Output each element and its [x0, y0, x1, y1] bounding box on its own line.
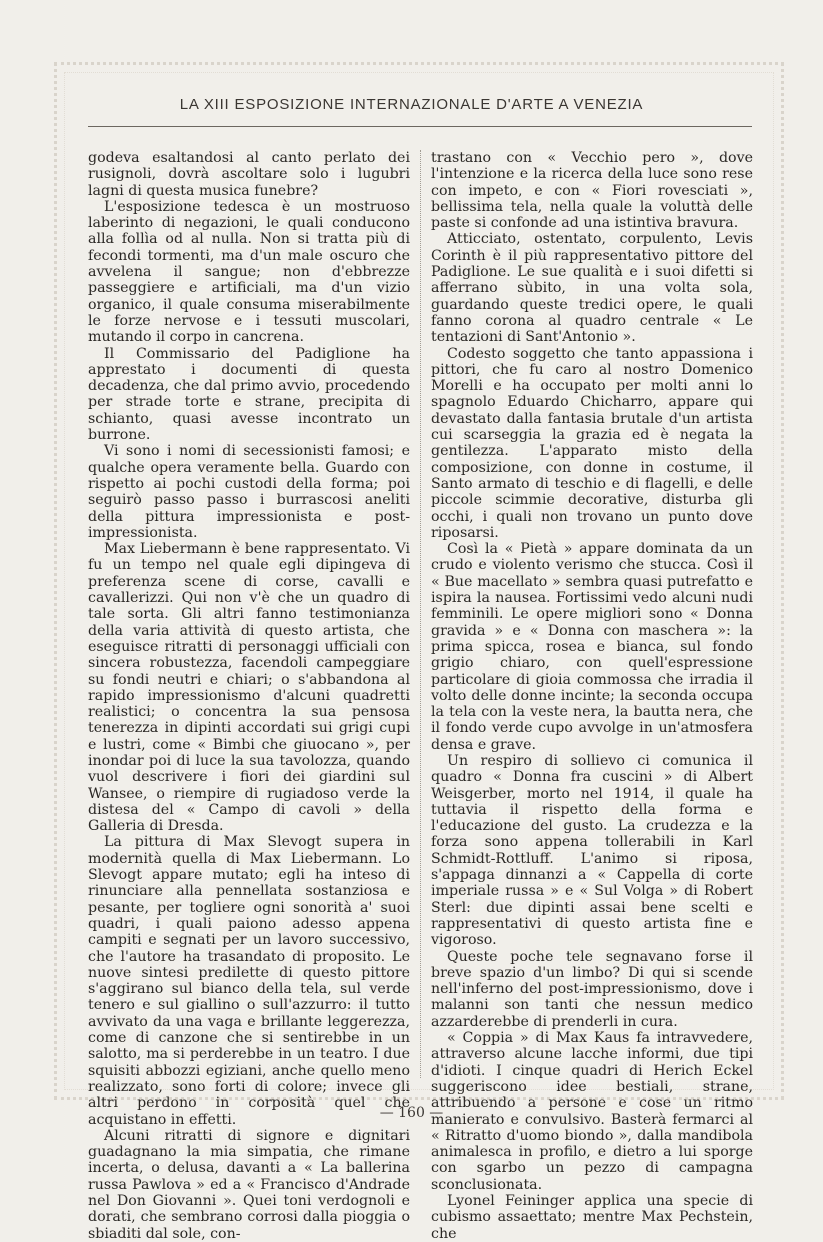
paragraph: La pittura di Max Slevogt supera in modernità quella di Max Liebermann. Lo Slevogt appare mutato; egli ha inteso di rinunciare alla pennellata sostanziosa e pesante, per togliere ogni sonorità a' suoi quadri, i quali paiono adesso appena campiti e segnati per un lavoro successivo, che l'autore ha trasandato di proposito. Le nuove sintesi predilette di questo pittore s'aggirano sul bianco della tela, sul verde tenero e sul giallino o sull'azzurro: il tutto avvivato da una vaga e brillante leggerezza, come di canzone che si sentirebbe in un salotto, ma si perderebbe in un teatro. I due squisiti abbozzi egiziani, anche quello meno realizzato, sono forti di colore; invece gli altri perdono in corposità quel che acquistano in effetti. [88, 834, 410, 1128]
left-column [88, 150, 410, 1242]
paragraph: trastano con « Vecchio pero », dove l'intenzione e la ricerca della luce sono rese con impeto, e con « Fiori rovesciati », bellissima tela, nella quale la voluttà delle paste si confonde ad una istintiva bravura. [431, 150, 753, 232]
paragraph: Atticciato, ostentato, corpulento, Levis Corinth è il più rappresentativo pittore del Padiglione. Le sue qualità e i suoi difetti si afferrano sùbito, in una volta sola, guardando queste tredici opere, le quali fanno corona al quadro centrale « Le tentazioni di Sant'Antonio ». [431, 231, 753, 346]
paragraph: godeva esaltandosi al canto perlato dei rusignoli, dovrà ascoltare solo i lugubri lagni di questa musica funebre? [88, 150, 410, 199]
paragraph: Alcuni ritratti di signore e dignitari guadagnano la mia simpatia, che rimane incerta, o delusa, davanti a « La ballerina russa Pawlova » ed a « Francisco d'Andrade nel Don Giovanni ». Quei toni verdognoli e dorati, che sembrano corrosi dalla pioggia o sbiaditi dal sole, con- [88, 1127, 410, 1242]
title-rule [88, 126, 752, 127]
paragraph: L'esposizione tedesca è un mostruoso laberinto di negazioni, le quali conducono alla follìa od al nulla. Non si tratta più di fecondi tormenti, ma d'un male oscuro che avvelena il sangue; non d'ebbrezze passeggiere e artificiali, ma d'un vizio organico, il quale consuma miserabilmente le forze nervose e i tessuti muscolari, mutando il corpo in cancrena. [88, 198, 410, 346]
paragraph: Queste poche tele segnavano forse il breve spazio d'un limbo? Di qui si scende nell'inferno del post-impressionismo, dove i malanni son tanti che nessun medico azzarderebbe di prenderli in cura. [431, 948, 753, 1030]
paragraph: Il Commissario del Padiglione ha apprestato i documenti di questa decadenza, che dal primo avvio, procedendo per strade torte e strane, precipita di schianto, quasi avesse incontrato un burrone. [88, 345, 410, 444]
paragraph: Lyonel Feininger applica una specie di cubismo assaettato; mentre Max Pechstein, che [431, 1193, 753, 1242]
page-number: — 160 — [379, 1105, 444, 1121]
paragraph: Vi sono i nomi di secessionisti famosi; e qualche opera veramente bella. Guardo con rispetto ai pochi custodi della forma; poi seguirò passo passo i burrascosi aneliti della pittura impressionista e post-impressionista. [88, 443, 410, 541]
paragraph: Così la « Pietà » appare dominata da un crudo e violento verismo che stucca. Così il « Bue macellato » sembra quasi putrefatto e ispira la nausea. Fortissimi vedo alcuni nudi femminili. Le opere migliori sono « Donna gravida » e « Donna con maschera »: la prima spicca, rosea e bianca, sul fondo grigio chiaro, con quell'espressione particolare di gioia commossa che irradia il volto delle donne incinte; la seconda occupa la tela con la veste nera, la bautta nera, che il fondo verde cupo avvolge in un'atmosfera densa e grave. [431, 541, 753, 753]
paragraph: Codesto soggetto che tanto appassiona i pittori, che fu caro al nostro Domenico Morelli e ha occupato per molti anni lo spagnolo Eduardo Chicharro, appare qui devastato dalla fantasia brutale d'un artista cui scarseggia la grazia ed è negata la gentilezza. L'apparato misto della composizione, con donne in costume, il Santo armato di teschio e di flagelli, e delle piccole scimmie decorative, disturba gli occhi, i quali non trovano un punto dove riposarsi. [431, 345, 753, 541]
paragraph: « Coppia » di Max Kaus fa intravvedere, attraverso alcune lacche informi, due tipi d'idioti. I cinque quadri di Herich Eckel suggeriscono idee bestiali, strane, attribuendo a persone e cose un ritmo manierato e convulsivo. Basterà fermarci al « Ritratto d'uomo biondo », dalla mandibola animalesca in profilo, e dietro a lui sporge con sgarbo un pezzo di campagna sconclusionata. [431, 1030, 753, 1193]
paragraph: Un respiro di sollievo ci comunica il quadro « Donna fra cuscini » di Albert Weisgerber, morto nel 1914, il quale ha tuttavia il rispetto della forma e l'educazione del gusto. La crudezza e la forza sono appena tollerabili in Karl Schmidt-Rottluff. L'animo si riposa, s'appaga dinnanzi a « Cappella di corte imperiale russa » e « Sul Volga » di Robert Sterl: due dipinti assai bene scelti e rappresentativi di questo artista fine e vigoroso. [431, 752, 753, 949]
paragraph: Max Liebermann è bene rappresentato. Vi fu un tempo nel quale egli dipingeva di preferenza scene di corse, cavalli e cavallerizzi. Qui non v'è che un quadro di tale sorta. Gli altri fanno testimonianza della varia attività di questo artista, che eseguisce ritratti di personaggi ufficiali con sincera robustezza, facendoli campeggiare su fondi neutri e chiari; o s'abbandona al rapido impressionismo d'alcuni quadretti realistici; o concentra la sua pensosa tenerezza in dipinti accordati sui grigi cupi e lustri, come « Bimbi che giuocano », per inondar poi di luce la sua tavolozza, quando vuol descrivere i fiori dei giardini sul Wansee, o riempire di rugiadoso verde la distesa del « Campo di cavoli » della Galleria di Dresda. [88, 541, 410, 835]
running-title: LA XIII ESPOSIZIONE INTERNAZIONALE D'ARTE A VENEZIA [179, 96, 644, 113]
column-divider [420, 150, 421, 1078]
right-column [431, 150, 753, 1242]
